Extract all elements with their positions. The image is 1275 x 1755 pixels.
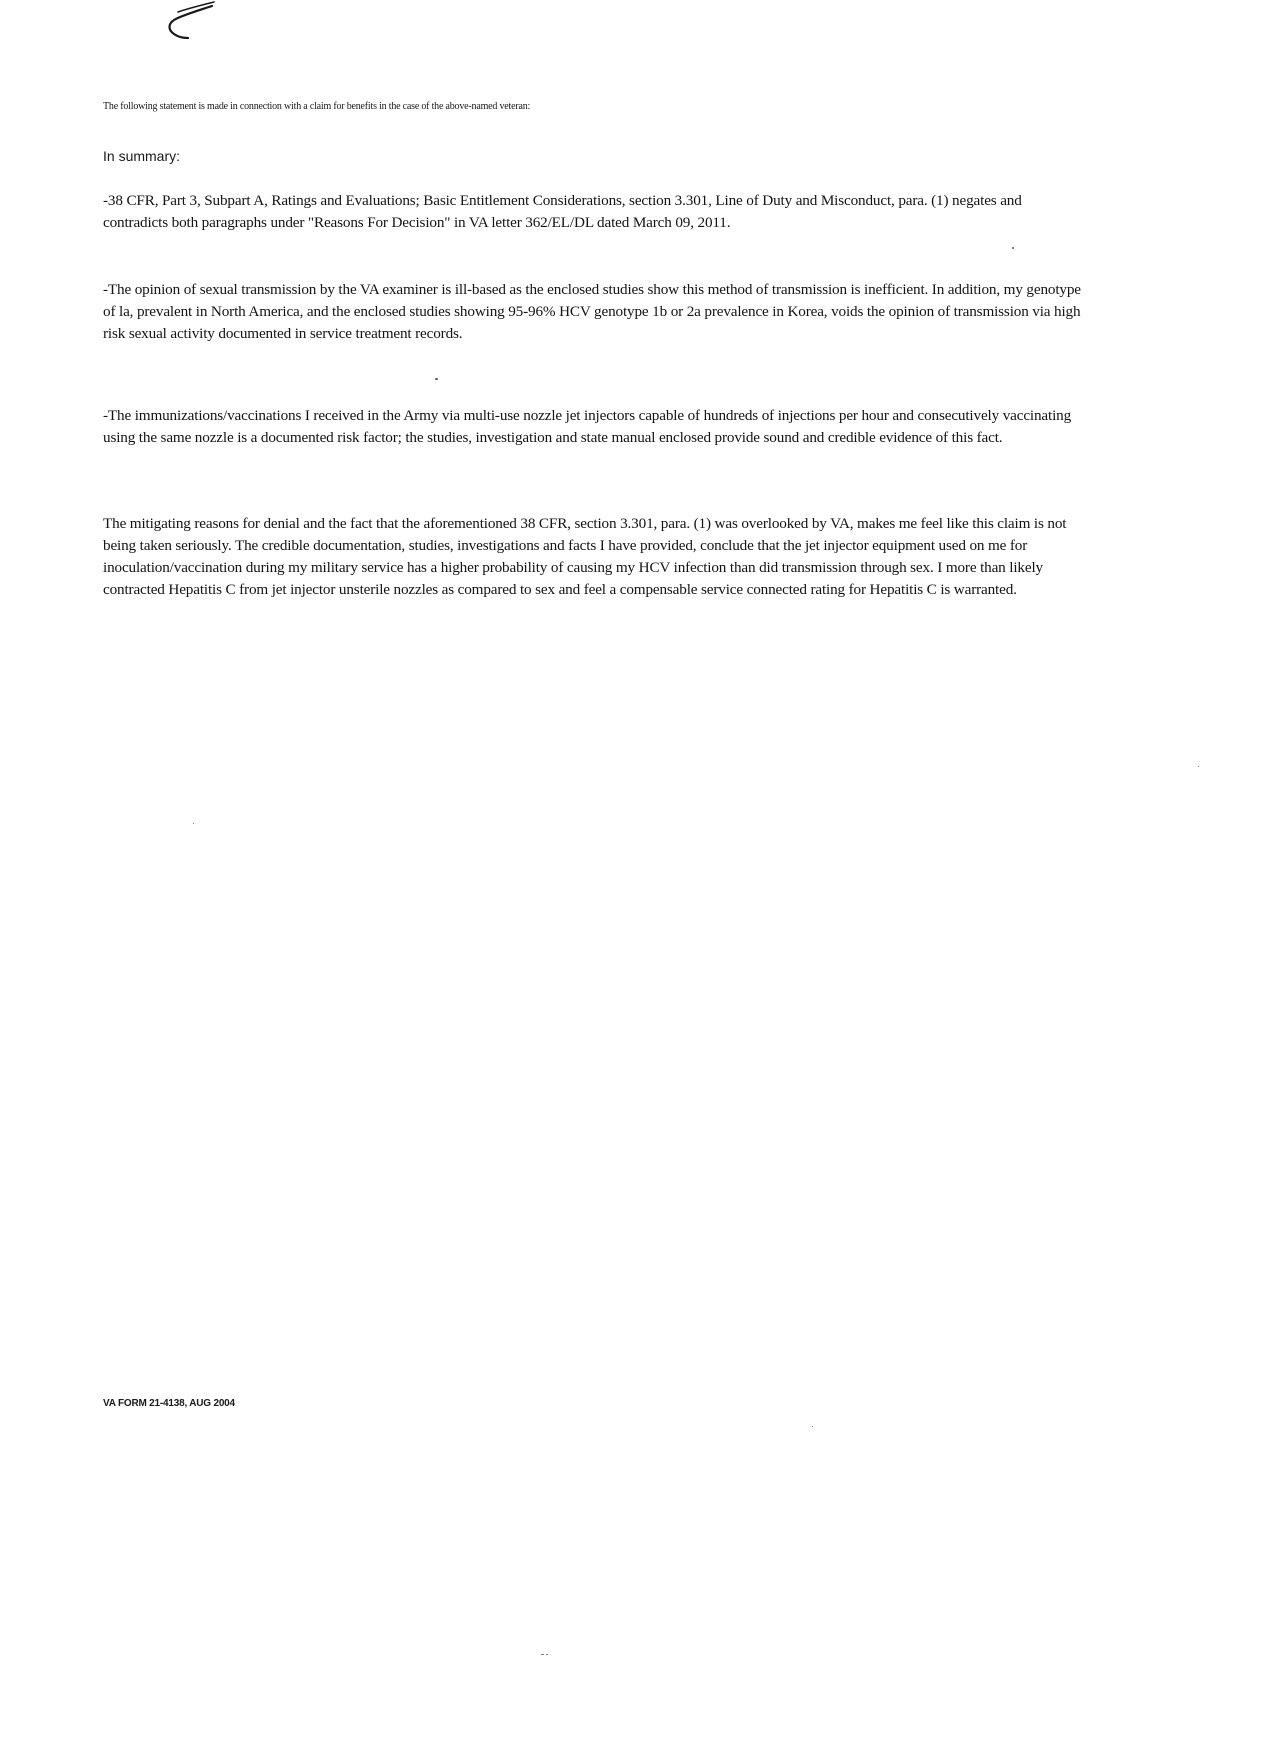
paragraph-conclusion: The mitigating reasons for denial and the fact that the aforementioned 38 CFR, section 3.301, para. (1) was overlooked by VA, makes me feel like this claim is not being taken seriously. The credible documentation, studies, investigations and facts I have provided, conclude that the jet injector equipment used on me for inoculation/vaccination during my military service has a higher probability of causing my HCV infection than did transmission through sex. I more than likely contracted Hepatitis C from jet injector unsterile nozzles as compared to sex and feel a compensable service connected rating for Hepatitis C is warranted. [103, 515, 1067, 598]
summary-heading: In summary: [103, 148, 181, 164]
scan-speck [812, 1426, 813, 1427]
intro-statement: The following statement is made in connection with a claim for benefits in the case of the above-named veteran: [103, 101, 531, 112]
scan-speck [1198, 766, 1199, 767]
paragraph-sexual-transmission-opinion: -The opinion of sexual transmission by the VA examiner is ill-based as the enclosed studies show this method of transmission is inefficient. In addition, my genotype of la, prevalent in North America, and the enclosed studies showing 95-96% HCV genotype 1b or 2a prevalence in Korea, voids the opinion of transmission via high risk sexual activity documented in service treatment records. [103, 281, 1081, 342]
form-identifier: VA FORM 21-4138, AUG 2004 [103, 1398, 235, 1409]
scan-speck [193, 823, 194, 824]
paragraph-cfr-citation: -38 CFR, Part 3, Subpart A, Ratings and Evaluations; Basic Entitlement Considerations, section 3.301, Line of Duty and Misconduct, para. (1) negates and contradicts both paragraphs under "Reasons For Decision" in VA letter 362/EL/DL dated March 09, 2011. [103, 192, 1022, 231]
paragraph-jet-injector-immunizations: -The immunizations/vaccinations I received in the Army via multi-use nozzle jet injectors capable of hundreds of injections per hour and consecutively vaccinating using the same nozzle is a documented risk factor; the studies, investigation and state manual enclosed provide sound and credible evidence of this fact. [103, 407, 1072, 446]
scan-speck [541, 1654, 544, 1655]
handwritten-pen-mark [160, 0, 220, 45]
scan-speck [1012, 247, 1014, 249]
scan-speck [435, 378, 438, 380]
scan-speck [546, 1654, 548, 1655]
